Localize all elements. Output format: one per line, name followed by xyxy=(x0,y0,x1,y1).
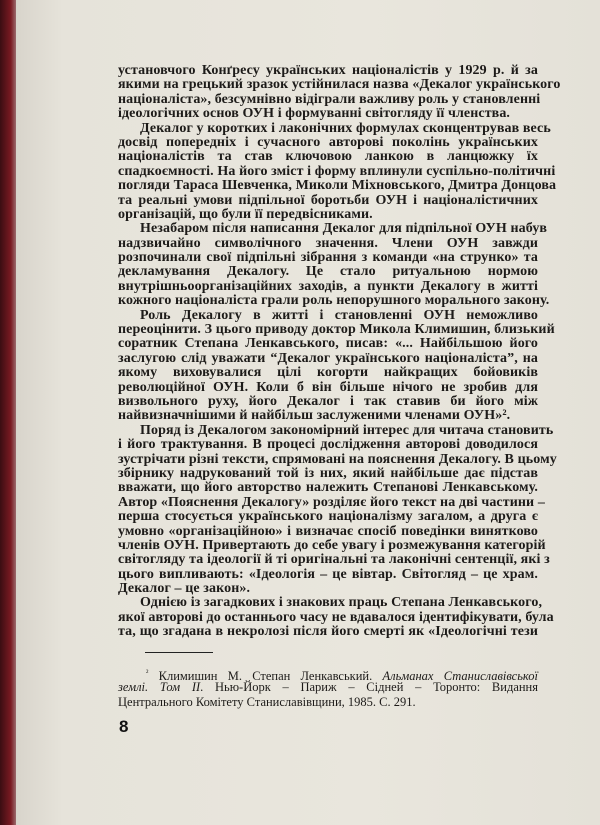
text-line: найвизначнішими й найбільш заслуженими членами ОУН»². xyxy=(118,408,511,424)
text-line: внутрішньоорганізаційних заходів, а пункти Декалогу в житті xyxy=(118,278,538,294)
text-line: умовно «організаційною» і визначає спосіб поведінки винятково xyxy=(118,523,538,539)
text-line: якому виховувалися цілі когорти найкращих бойовиків xyxy=(118,365,538,381)
text-line: розпочинали свої підпільні зібрання з команди «на струнко» та xyxy=(118,250,538,266)
text-line: установчого Конґресу українських націоналістів у 1929 р. й за xyxy=(118,63,538,78)
text-line: цього випливають: «Ідеологія – це вівтар. Світогляд – це храм. xyxy=(118,566,538,582)
text-line: надзвичайно символічного значення. Члени ОУН завжди xyxy=(118,235,538,251)
text-line: революційної ОУН. Коли б він більше нічого не зробив для xyxy=(118,379,538,395)
text-line: якими на грецький зразок устійнилася назва «Декалог українського xyxy=(118,77,561,93)
text-line: і його трактування. В процесі дослідження авторові доводилося xyxy=(118,437,538,453)
text-line: членів ОУН. Привертають до себе увагу і розмежування категорій xyxy=(118,537,546,553)
footnote-publisher: . Нью-Йорк – Париж – Сідней – Торонто: Видання xyxy=(200,680,538,694)
text-line: Однією із загадкових і знакових праць Степана Ленкавського, xyxy=(140,595,543,611)
text-line: Роль Декалогу в житті і становленні ОУН неможливо xyxy=(140,307,538,323)
text-line: націоналістів та став ключовою ланкою в ланцюжку їх xyxy=(118,149,538,165)
text-line: вважати, що його авторство належить Степанові Ленкавському. xyxy=(118,480,538,496)
text-line: соратник Степана Ленкавського, писав: «... Найбільшою його xyxy=(118,336,538,352)
page-number: 8 xyxy=(119,717,129,736)
text-line: Поряд із Декалогом закономірний інтерес для читача становить xyxy=(140,422,554,438)
text-line: та, що згадана в некролозі після його смерті як «Ідеологічні тези xyxy=(118,624,538,640)
footnote-title-cont: землі. Том II xyxy=(118,680,201,694)
footnote-line xyxy=(118,680,538,695)
footnote-marker: ² xyxy=(146,668,149,677)
text-line: світогляду та ідеології й ті оригінальні та лаконічні сентенції, які з xyxy=(118,552,550,568)
text-line: Незабаром після написання Декалог для підпільної ОУН набув xyxy=(140,221,548,237)
text-line: організацій, що були її передвісниками. xyxy=(118,206,373,222)
text-line: зустрічати різні тексти, спрямовані на пояснення Декалогу. В цьому xyxy=(118,451,557,467)
footnote-author: Климишин М. Степан Ленкавський. xyxy=(148,669,383,684)
text-line: ідеологічних основ ОУН і формуванні світогляду її членства. xyxy=(118,106,511,122)
text-line: Автор «Пояснення Декалогу» розділяє його текст на дві частини – xyxy=(118,494,545,510)
footnote-separator xyxy=(145,652,213,653)
text-line: переоцінити. З цього приводу доктор Микола Климишин, близький xyxy=(118,322,555,338)
text-line: та реальні умови підпільної боротьби ОУН і націоналістичних xyxy=(118,192,538,208)
text-line: кожного націоналіста грали роль непорушного морального закону. xyxy=(118,293,550,309)
text-line: якої авторові до останнього часу не вдавалося ідентифікувати, була xyxy=(118,609,554,625)
footnote xyxy=(118,665,538,710)
text-line: перша стосується українського націоналізму загалом, а друга є xyxy=(118,509,538,525)
footnote-line: Центрального Комітету Станиславівщини, 1985. С. 291. xyxy=(118,695,416,709)
text-line: націоналіста», безсумнівно відіграли важливу роль у становленні xyxy=(118,91,541,107)
footnote-line xyxy=(118,665,538,684)
body-text xyxy=(118,63,561,640)
text-line: Декалог у коротких і лаконічних формулах сконцентрував весь xyxy=(140,120,551,136)
text-line: декламування Декалогу. Це стало ритуальною нормою xyxy=(118,264,538,280)
text-line: визвольного руху, його Декалог і так ставив би його між xyxy=(118,393,538,409)
text-line: заслугою слід уважати “Декалог українського націоналіста”, на xyxy=(118,350,538,366)
text-line: збірнику надрукований той із них, який найбільше дає підстав xyxy=(118,465,538,481)
text-line: Декалог – це закон». xyxy=(118,581,251,597)
text-line: досвід попередніх і сучасного авторові поколінь українських xyxy=(118,134,538,150)
text-line: погляди Тараса Шевченка, Миколи Міхновського, Дмитра Донцова xyxy=(118,178,557,194)
footnote-title: Альманах Станиславівської xyxy=(382,669,538,684)
text-line: спадкоємності. На його зміст і форму вплинули суспільно-політичні xyxy=(118,163,556,179)
